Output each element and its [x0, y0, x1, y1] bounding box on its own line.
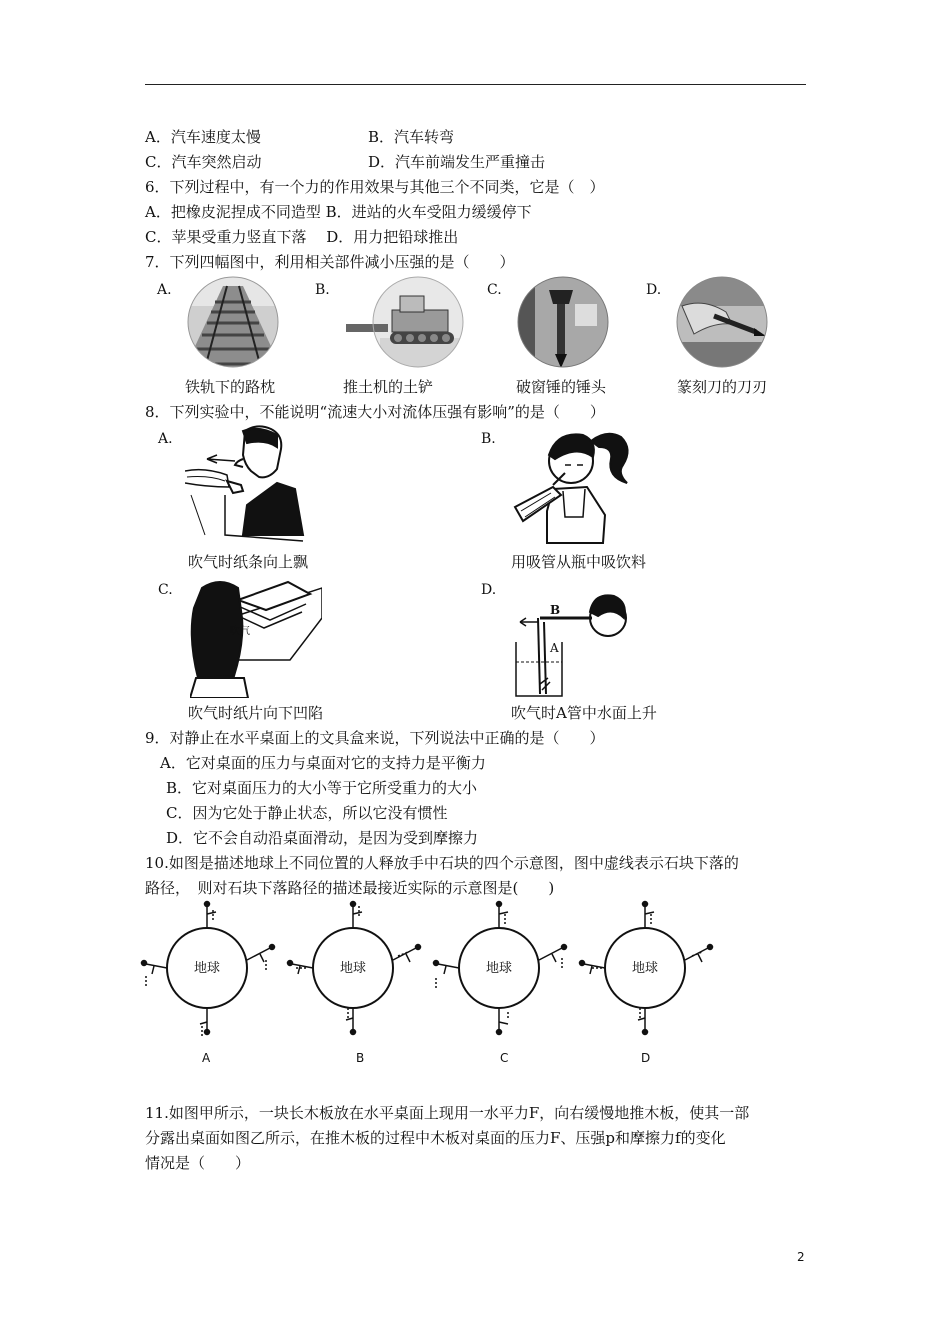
q5-option-c: C．汽车突然启动 [145, 153, 262, 171]
q5-option-d: D．汽车前端发生严重撞击 [368, 153, 546, 171]
q11-stem-line3: 情况是（ ） [145, 1154, 251, 1172]
q7-letter-c: C. [487, 282, 502, 298]
q8-caption-b: 用吸管从瓶中吸饮料 [511, 553, 647, 571]
header-rule [145, 84, 806, 85]
q11-stem-line1: 11.如图甲所示，一块长木板放在水平桌面上现用一水平力F，向右缓慢地推木板，使其一部 [145, 1104, 750, 1122]
earth-diagram-d [578, 900, 728, 1040]
q5-option-a: A．汽车速度太慢 [145, 128, 261, 146]
q8-letter-b: B. [481, 431, 496, 447]
earth-label-a: 地球 [193, 961, 221, 976]
railway-sleeper-image [185, 276, 281, 368]
q10-stem-line1: 10.如图是描述地球上不同位置的人释放手中石块的四个示意图，图中虚线表示石块下落的 [145, 854, 739, 872]
boy-blowing-tube-image [512, 578, 632, 700]
earth-label-b: 地球 [339, 961, 367, 976]
girl-drinking-straw-image [507, 425, 647, 545]
q5-option-b: B．汽车转弯 [368, 128, 455, 146]
fig-d-label-b: B [550, 603, 561, 617]
q7-letter-d: D. [646, 282, 662, 298]
q7-stem: 7．下列四幅图中，利用相关部件减小压强的是（ ） [145, 253, 515, 271]
q8-stem: 8．下列实验中，不能说明“流速大小对流体压强有影响”的是（ ） [145, 403, 605, 421]
q7-caption-d: 篆刻刀的刀刃 [677, 378, 768, 396]
q10-option-a-label: A [202, 1051, 211, 1065]
q9-stem: 9．对静止在水平桌面上的文具盒来说，下列说法中正确的是（ ） [145, 729, 605, 747]
q8-letter-a: A. [158, 431, 173, 447]
earth-diagram-b [286, 900, 436, 1040]
q9-option-d: D．它不会自动沿桌面滑动，是因为受到摩擦力 [166, 829, 479, 847]
q7-letter-a: A. [157, 282, 172, 298]
q8-letter-d: D. [481, 582, 497, 598]
q11-stem-line2: 分露出桌面如图乙所示，在推木板的过程中木板对桌面的压力F、压强p和摩擦力f的变化 [145, 1129, 726, 1147]
q6-options-ab: A．把橡皮泥捏成不同造型 B．进站的火车受阻力缓缓停下 [145, 203, 532, 221]
page-number: 2 [797, 1250, 805, 1264]
q8-letter-c: C. [158, 582, 173, 598]
bulldozer-image [340, 276, 470, 368]
q6-stem: 6．下列过程中，有一个力的作用效果与其他三个不同类，它是（ ） [145, 178, 605, 196]
q10-option-d-label: D [641, 1051, 651, 1065]
fig-c-blow-label: 吹气 [230, 626, 250, 637]
q10-stem-line2: 路径， 则对石块下落路径的描述最接近实际的示意图是( ) [145, 879, 555, 897]
q6-options-cd: C．苹果受重力竖直下落 D．用力把铅球推出 [145, 228, 459, 246]
q9-option-c: C．因为它处于静止状态，所以它没有惯性 [166, 804, 448, 822]
q7-caption-a: 铁轨下的路枕 [185, 378, 276, 396]
q8-caption-d: 吹气时A管中水面上升 [511, 704, 657, 722]
carving-knife-image [674, 276, 770, 368]
boy-blowing-paper-strip-image [185, 425, 310, 545]
earth-label-d: 地球 [631, 961, 659, 976]
q8-caption-c: 吹气时纸片向下凹陷 [188, 704, 324, 722]
q7-letter-b: B. [315, 282, 330, 298]
earth-diagram-a [140, 900, 290, 1040]
earth-label-c: 地球 [485, 961, 513, 976]
q9-option-a: A．它对桌面的压力与桌面对它的支持力是平衡力 [160, 754, 486, 772]
fig-d-label-a: A [550, 641, 559, 655]
boy-blowing-paper-sheets-image [190, 578, 322, 698]
q8-caption-a: 吹气时纸条向上飘 [188, 553, 309, 571]
q7-caption-b: 推土机的土铲 [343, 378, 434, 396]
q7-caption-c: 破窗锤的锤头 [516, 378, 607, 396]
q10-option-c-label: C [500, 1051, 509, 1065]
q10-option-b-label: B [356, 1051, 365, 1065]
window-breaker-hammer-image [515, 276, 611, 368]
q9-option-b: B．它对桌面压力的大小等于它所受重力的大小 [166, 779, 478, 797]
earth-diagram-c [432, 900, 582, 1040]
